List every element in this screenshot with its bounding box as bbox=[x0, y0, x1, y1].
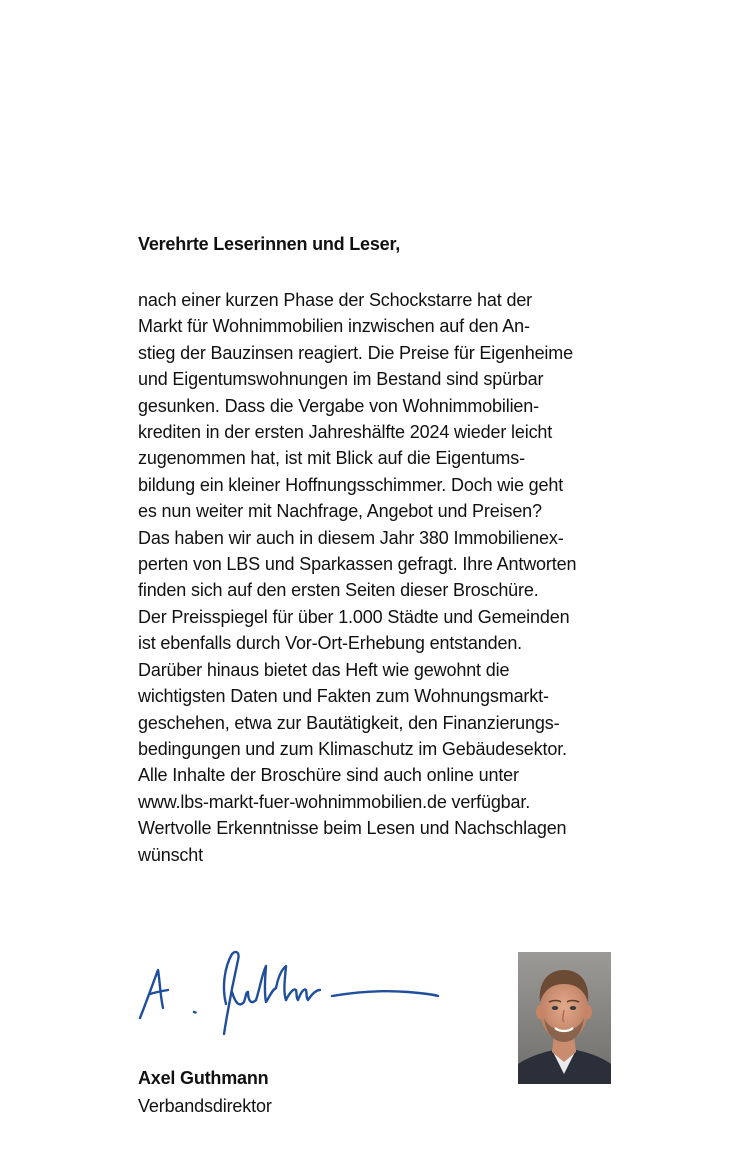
body-line: gesunken. Dass die Vergabe von Wohnimmobilien- bbox=[138, 395, 540, 416]
body-line: perten von LBS und Sparkassen gefragt. Ihre Antworten bbox=[138, 554, 577, 575]
signer-name: Axel Guthmann bbox=[138, 1068, 269, 1088]
body-line: Das haben wir auch in diesem Jahr 380 Immobilienex- bbox=[138, 527, 564, 548]
salutation: Verehrte Leserinnen und Leser, bbox=[138, 234, 401, 254]
body-line: finden sich auf den ersten Seiten dieser Broschüre. bbox=[138, 580, 539, 601]
body-line: Darüber hinaus bietet das Heft wie gewohnt die bbox=[138, 659, 510, 680]
body-line: Alle Inhalte der Broschüre sind auch online unter bbox=[138, 765, 519, 786]
body-line: es nun weiter mit Nachfrage, Angebot und Preisen? bbox=[138, 501, 542, 522]
portrait-photo bbox=[518, 952, 611, 1084]
body-line: nach einer kurzen Phase der Schockstarre hat der bbox=[138, 290, 533, 310]
body-line: krediten in der ersten Jahreshälfte 2024 wieder leicht bbox=[138, 422, 553, 443]
body-line: und Eigentumswohnungen im Bestand sind spürbar bbox=[138, 369, 544, 390]
signature-icon bbox=[136, 948, 446, 1038]
letter-body bbox=[138, 287, 638, 868]
body-line: wünscht bbox=[138, 844, 203, 865]
signer-role: Verbandsdirektor bbox=[138, 1096, 272, 1116]
body-line: ist ebenfalls durch Vor-Ort-Erhebung entstanden. bbox=[138, 633, 523, 654]
body-line: wichtigsten Daten und Fakten zum Wohnungsmarkt- bbox=[138, 686, 549, 707]
body-line: www.lbs-markt-fuer-wohnimmobilien.de verfügbar. bbox=[138, 791, 531, 812]
body-line: Der Preisspiegel für über 1.000 Städte und Gemeinden bbox=[138, 606, 570, 627]
body-line: geschehen, etwa zur Bautätigkeit, den Finanzierungs- bbox=[138, 712, 560, 733]
body-line: Wertvolle Erkenntnisse beim Lesen und Nachschlagen bbox=[138, 818, 567, 839]
body-line: zugenommen hat, ist mit Blick auf die Eigentums- bbox=[138, 448, 525, 469]
body-line: bildung ein kleiner Hoffnungsschimmer. Doch wie geht bbox=[138, 474, 564, 495]
body-line: Markt für Wohnimmobilien inzwischen auf den An- bbox=[138, 316, 530, 337]
body-line: stieg der Bauzinsen reagiert. Die Preise für Eigenheime bbox=[138, 342, 573, 363]
body-line: bedingungen und zum Klimaschutz im Gebäudesektor. bbox=[138, 738, 567, 759]
